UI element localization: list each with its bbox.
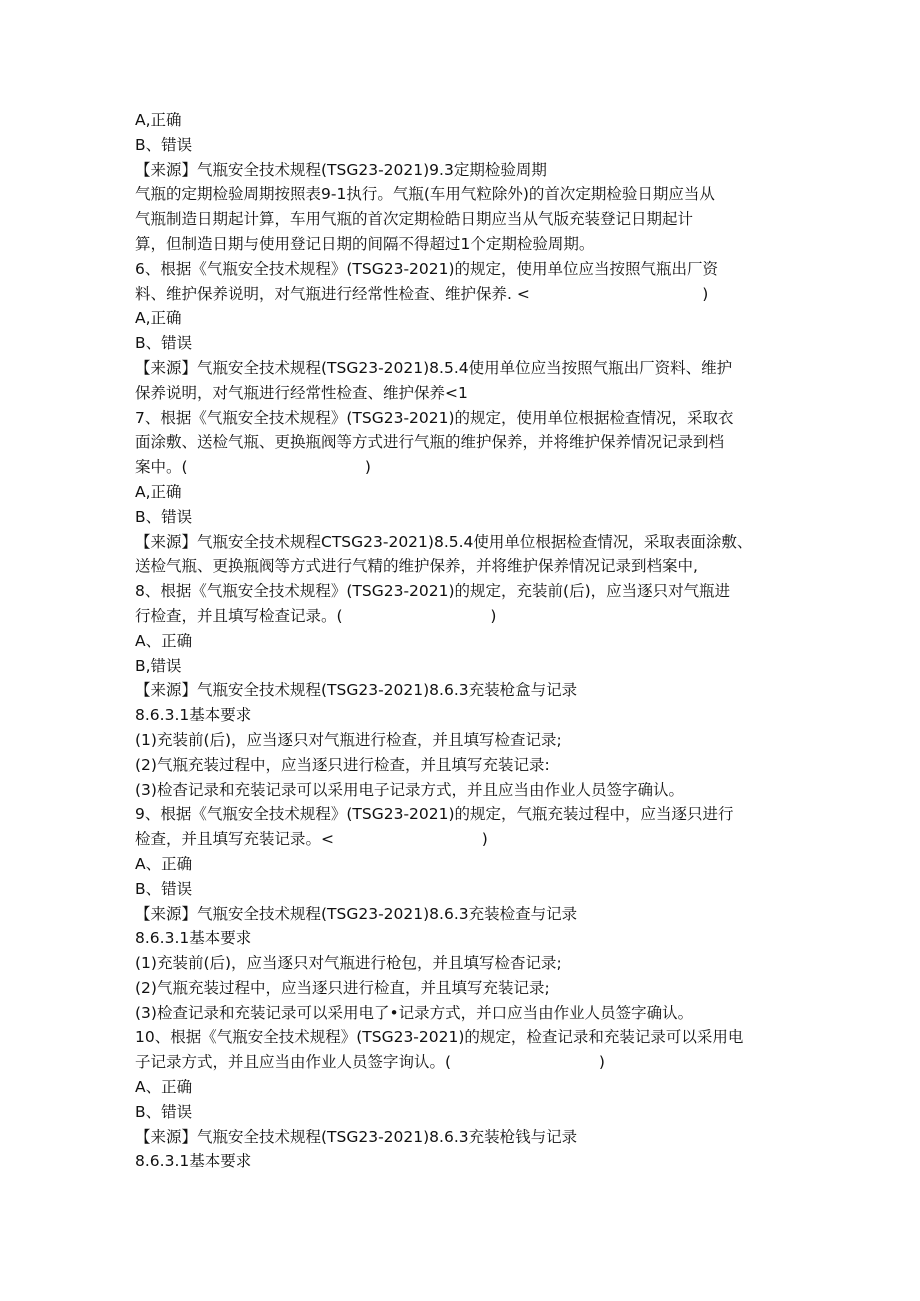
document-body	[135, 108, 795, 1174]
question-text: 料、维护保养说明，对气瓶进行经常性检查、维护保养. < )	[135, 284, 709, 303]
source-line: 【来源】气瓶安全技术规程(TSG23-2021)8.5.4使用单位应当按照气瓶出厂资料、维护	[135, 358, 733, 377]
source-line: 【来源】气瓶安全技术规程(TSG23-2021)8.6.3充装检查与记录	[135, 904, 578, 923]
question-text: 行检查，并且填写检查记录。( )	[135, 606, 497, 625]
question-text: 检查，并且填写充装记录。< )	[135, 830, 488, 849]
text-line: (1)充装前(后)，应当逐只对气瓶进行枪包，并且填写检杳记录;	[135, 954, 562, 973]
text-line: (2)气瓶充装过程中，应当逐只进行检直，并且填写充装记录;	[135, 978, 550, 997]
question-text: 7、根据《气瓶安全技术规程》(TSG23-2021)的规定，使用单位根据检查情况，采取衣	[135, 408, 734, 427]
text-line: (2)气瓶充装过程中，应当逐只进行检查，并且填写充装记录:	[135, 755, 550, 774]
option-b: B,错误	[135, 656, 182, 675]
option-a: A、正确	[135, 1078, 193, 1097]
text-line: B、错误	[135, 135, 193, 154]
text-line: (3)检查记录和充装记录可以采用电了•记录方式，并口应当由作业人员签字确认。	[135, 1003, 694, 1022]
text-line: (3)检杳记录和充装记录可以采用电子记录方式，并且应当由作业人员签字确认。	[135, 780, 684, 799]
option-a: A、正确	[135, 854, 193, 873]
text-line: 送检气瓶、更换瓶阀等方式进行气精的维护保养，并将维护保养情况记录到档案中,	[135, 557, 698, 576]
text-line: 8.6.3.1基本要求	[135, 706, 252, 725]
option-b: B、错误	[135, 879, 193, 898]
question-text: 面涂敷、送检气瓶、更换瓶阀等方式进行气瓶的维护保养，并将维护保养情况记录到档	[135, 433, 725, 452]
text-line: (1)充装前(后)，应当逐只对气瓶进行检查，并且填写检查记录;	[135, 730, 562, 749]
question-text: 子记录方式，并且应当由作业人员签字询认。( )	[135, 1053, 605, 1072]
text-line: 8.6.3.1基本要求	[135, 929, 252, 948]
option-a: A,正确	[135, 309, 182, 328]
question-text: 9、根据《气瓶安全技术规程》(TSG23-2021)的规定，气瓶充装过程中，应当逐只进行	[135, 805, 734, 824]
question-text: 8、根据《气瓶安全技术规程》(TSG23-2021)的规定，充装前(后)，应当逐只对气瓶进	[135, 582, 731, 601]
option-b: B、错误	[135, 334, 193, 353]
question-text: 6、根据《气瓶安全技术规程》(TSG23-2021)的规定，使用单位应当按照气瓶出厂资	[135, 259, 719, 278]
source-line: 【来源】气瓶安全技术规程(TSG23-2021)8.6.3充装枪钱与记录	[135, 1127, 578, 1146]
text-line: A,正确	[135, 111, 182, 129]
question-text: 10、根据《气瓶安全技术规程》(TSG23-2021)的规定，检查记录和充装记录可以采用电	[135, 1028, 744, 1047]
text-line: 保养说明，对气瓶进行经常性检查、维护保养<1	[135, 383, 468, 402]
source-line: 【来源】气瓶安全技术规程(TSG23-2021)8.6.3充装枪盒与记录	[135, 681, 578, 700]
option-b: B、错误	[135, 507, 193, 526]
text-line: 算，但制造日期与使用登记日期的间隔不得超过1个定期检验周期。	[135, 234, 595, 253]
option-a: A、正确	[135, 631, 193, 650]
text-line: 气瓶的定期检验周期按照表9-1执行。气瓶(车用气粒除外)的首次定期检验日期应当从	[135, 185, 715, 204]
text-line: 8.6.3.1基本要求	[135, 1152, 252, 1171]
option-a: A,正确	[135, 482, 182, 501]
source-line: 【来源】气瓶安全技术规程CTSG23-2021)8.5.4使用单位根据检查情况，采取表面涂敷、	[135, 532, 753, 551]
question-text: 案中。( )	[135, 458, 371, 477]
text-line: 气瓶制造日期起计算，车用气瓶的首次定期检皓日期应当从气版充装登记日期起计	[135, 210, 694, 229]
option-b: B、错误	[135, 1102, 193, 1121]
text-line: 【来源】气瓶安全技术规程(TSG23-2021)9.3定期检验周期	[135, 160, 547, 179]
